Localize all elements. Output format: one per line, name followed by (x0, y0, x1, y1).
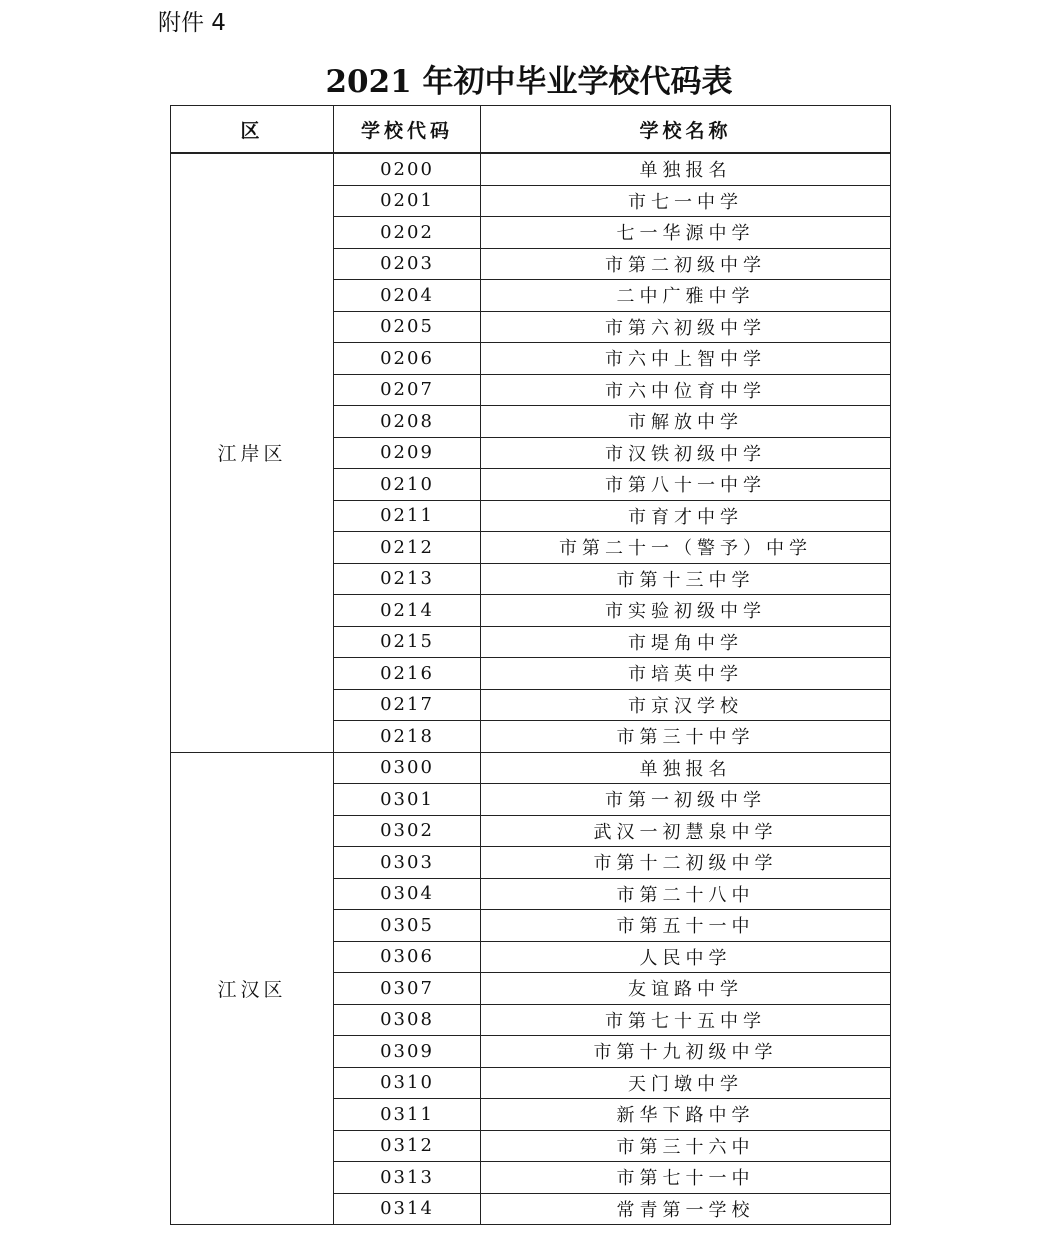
school-code-cell: 0305 (334, 910, 481, 942)
school-name-cell: 市堤角中学 (481, 626, 891, 658)
school-name-cell: 友谊路中学 (481, 973, 891, 1005)
school-name-cell: 市京汉学校 (481, 689, 891, 721)
header-school-code: 学校代码 (334, 106, 481, 154)
school-name-cell: 市第八十一中学 (481, 469, 891, 501)
school-name-cell: 市第三十中学 (481, 721, 891, 753)
school-name-cell: 武汉一初慧泉中学 (481, 815, 891, 847)
school-name-cell: 市第五十一中 (481, 910, 891, 942)
school-name-cell: 市育才中学 (481, 500, 891, 532)
school-name-cell: 市第二十一（警予）中学 (481, 532, 891, 564)
school-code-cell: 0200 (334, 153, 481, 185)
school-name-cell: 市第三十六中 (481, 1130, 891, 1162)
school-code-cell: 0303 (334, 847, 481, 879)
school-name-cell: 市第一初级中学 (481, 784, 891, 816)
school-code-cell: 0308 (334, 1004, 481, 1036)
school-name-cell: 市第十九初级中学 (481, 1036, 891, 1068)
school-code-cell: 0304 (334, 878, 481, 910)
school-name-cell: 单独报名 (481, 752, 891, 784)
school-name-cell: 市第七十五中学 (481, 1004, 891, 1036)
school-name-cell: 单独报名 (481, 153, 891, 185)
school-code-cell: 0204 (334, 280, 481, 312)
school-code-cell: 0307 (334, 973, 481, 1005)
school-code-cell: 0214 (334, 595, 481, 627)
school-code-cell: 0208 (334, 406, 481, 438)
school-name-cell: 市实验初级中学 (481, 595, 891, 627)
school-name-cell: 市第二十八中 (481, 878, 891, 910)
school-code-cell: 0210 (334, 469, 481, 501)
school-code-cell: 0302 (334, 815, 481, 847)
school-name-cell: 市培英中学 (481, 658, 891, 690)
school-code-cell: 0209 (334, 437, 481, 469)
school-code-cell: 0202 (334, 217, 481, 249)
school-name-cell: 二中广雅中学 (481, 280, 891, 312)
school-name-cell: 市第十三中学 (481, 563, 891, 595)
school-name-cell: 市第十二初级中学 (481, 847, 891, 879)
school-name-cell: 市解放中学 (481, 406, 891, 438)
header-district: 区 (171, 106, 334, 154)
school-code-cell: 0201 (334, 185, 481, 217)
school-name-cell: 天门墩中学 (481, 1067, 891, 1099)
school-name-cell: 市六中位育中学 (481, 374, 891, 406)
school-code-cell: 0306 (334, 941, 481, 973)
school-name-cell: 市七一中学 (481, 185, 891, 217)
district-cell: 江岸区 (171, 153, 334, 752)
school-code-cell: 0314 (334, 1193, 481, 1225)
school-code-cell: 0218 (334, 721, 481, 753)
table-row (171, 752, 891, 784)
school-code-cell: 0301 (334, 784, 481, 816)
page-title: 2021 年初中毕业学校代码表 (325, 64, 733, 100)
school-code-cell: 0205 (334, 311, 481, 343)
school-name-cell: 常青第一学校 (481, 1193, 891, 1225)
school-name-cell: 市第二初级中学 (481, 248, 891, 280)
school-code-cell: 0207 (334, 374, 481, 406)
school-name-cell: 市第七十一中 (481, 1162, 891, 1194)
school-code-cell: 0313 (334, 1162, 481, 1194)
attachment-label: 附件 4 (158, 10, 226, 36)
table-header-row (171, 106, 891, 154)
table-body (171, 153, 891, 1225)
school-code-cell: 0206 (334, 343, 481, 375)
school-code-cell: 0312 (334, 1130, 481, 1162)
school-code-cell: 0212 (334, 532, 481, 564)
school-code-cell: 0211 (334, 500, 481, 532)
school-code-cell: 0300 (334, 752, 481, 784)
school-code-cell: 0217 (334, 689, 481, 721)
school-name-cell: 七一华源中学 (481, 217, 891, 249)
school-code-table (170, 105, 891, 1225)
school-code-cell: 0216 (334, 658, 481, 690)
header-school-name: 学校名称 (481, 106, 891, 154)
school-code-cell: 0203 (334, 248, 481, 280)
school-code-cell: 0215 (334, 626, 481, 658)
school-name-cell: 市六中上智中学 (481, 343, 891, 375)
table-row (171, 153, 891, 185)
school-code-cell: 0213 (334, 563, 481, 595)
district-cell: 江汉区 (171, 752, 334, 1225)
school-name-cell: 新华下路中学 (481, 1099, 891, 1131)
school-name-cell: 人民中学 (481, 941, 891, 973)
school-name-cell: 市第六初级中学 (481, 311, 891, 343)
school-code-cell: 0310 (334, 1067, 481, 1099)
school-code-cell: 0309 (334, 1036, 481, 1068)
school-code-cell: 0311 (334, 1099, 481, 1131)
school-name-cell: 市汉铁初级中学 (481, 437, 891, 469)
